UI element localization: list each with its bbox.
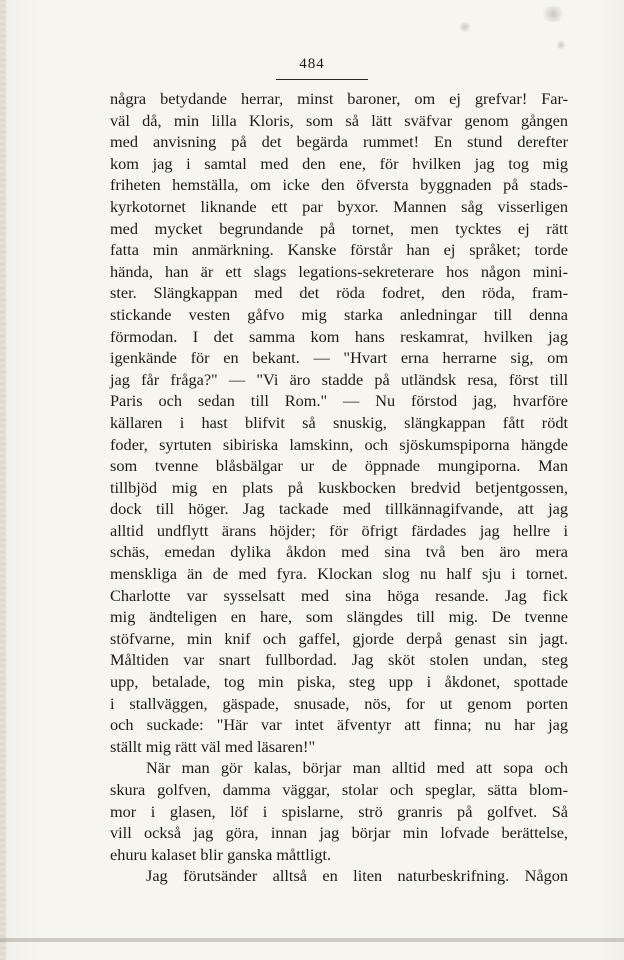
text-line: tillbjöd mig en plats på kuskbocken bredvid betjentgossen, — [110, 477, 568, 497]
ink-smudge — [556, 40, 566, 50]
text-line: foder, syrtuten sibiriska lamskinn, och sjöskumspiporna hängde — [110, 434, 568, 454]
text-line: upp, betalade, tog min piska, steg upp i åkdonet, spottade — [110, 672, 568, 692]
text-line: i stallväggen, gäspade, snusade, nös, for ut genom porten — [110, 693, 568, 713]
text-line: och suckade: "Här var intet äfventyr att finna; nu har jag — [110, 715, 568, 735]
text-line: Charlotte var sysselsatt med sina höga resande. Jag fick — [110, 585, 568, 605]
page-number: 484 — [299, 56, 325, 72]
text-line: stöfvarne, min knif och gaffel, gjorde derpå genast sin jagt. — [110, 628, 568, 648]
text-line: kyrkotornet liknande ett par byxor. Mannen såg visserligen — [110, 196, 568, 216]
text-line: jag får fråga?" — "Vi äro stadde på utländsk resa, först till — [110, 369, 568, 389]
text-line: schäs, emedan dylika åkdon med sina två ben äro mera — [110, 542, 568, 562]
paragraph-start-line: Jag förutsänder alltså en liten naturbeskrifning. Någon — [146, 866, 568, 886]
text-line: alltid undflytt ärans höjder; för öfrigt färdades jag hellre i — [110, 520, 568, 540]
text-line: med anvisning på det begärda rummet! En stund derefter — [110, 132, 568, 152]
text-line: vill också jag göra, innan jag börjar min lofvade berättelse, — [110, 823, 568, 843]
text-line: mor i glasen, löf i spislarne, strö granris på golfvet. Så — [110, 801, 568, 821]
paragraph-start-line: När man gör kalas, börjar man alltid med att sopa och — [146, 758, 568, 778]
text-line: igenkände för en bekant. — "Hvart erna herrarne sig, om — [110, 348, 568, 368]
page-binding-edge — [0, 0, 6, 960]
paragraph-end-line: ehuru kalaset blir ganska måttligt. — [110, 844, 332, 864]
text-line: mig ändteligen en hare, som slängdes till mig. De tvenne — [110, 607, 568, 627]
text-line: väl då, min lilla Kloris, som så lätt sväfvar genom gången — [110, 110, 568, 130]
text-line: källaren i hast blifvit så snuskig, slängkappan fått rödt — [110, 412, 568, 432]
text-line: kom jag i samtal med den ene, för hvilken jag tog mig — [110, 153, 568, 173]
text-line: Måltiden var snart fullbordad. Jag sköt stolen undan, steg — [110, 650, 568, 670]
text-line: med mycket begrundande på tornet, men tycktes ej rätt — [110, 218, 568, 238]
header-rule — [276, 79, 368, 80]
text-line: stickande vesten gåfvo mig starka anledningar till denna — [110, 304, 568, 324]
text-line: som tvenne blåsbälgar ur de öppnade mungiporna. Man — [110, 456, 568, 476]
text-line: skura golfven, damma väggar, stolar och speglar, sätta blom- — [110, 780, 568, 799]
text-line: förmodan. I det samma kom hans reskamrat, hvilken jag — [110, 326, 568, 346]
text-line: Paris och sedan till Rom." — Nu förstod jag, hvarföre — [110, 391, 568, 411]
page-bottom-edge — [0, 938, 624, 942]
paragraph-end-line: ställt mig rätt väl med läsaren!" — [110, 736, 316, 756]
text-line: fatta min anmärkning. Kanske förstår han ej språket; torde — [110, 240, 568, 260]
text-line: ster. Slängkappan med det röda fodret, den röda, fram- — [110, 283, 568, 303]
text-line: hända, han är ett slags legations-sekreterare hos någon mini- — [110, 261, 568, 281]
text-line: dock till höger. Jag tackade med tillkännagifvande, att jag — [110, 499, 568, 519]
ink-smudge — [458, 22, 472, 32]
ink-smudge — [540, 6, 566, 22]
body-text — [110, 88, 568, 887]
text-line: menskliga än de med fyra. Klockan slog nu half sju i tornet. — [110, 564, 568, 584]
text-line: några betydande herrar, minst baroner, om ej grefvar! Far- — [110, 89, 568, 108]
text-line: friheten hemställa, om icke den öfversta byggnaden på stads- — [110, 175, 568, 195]
